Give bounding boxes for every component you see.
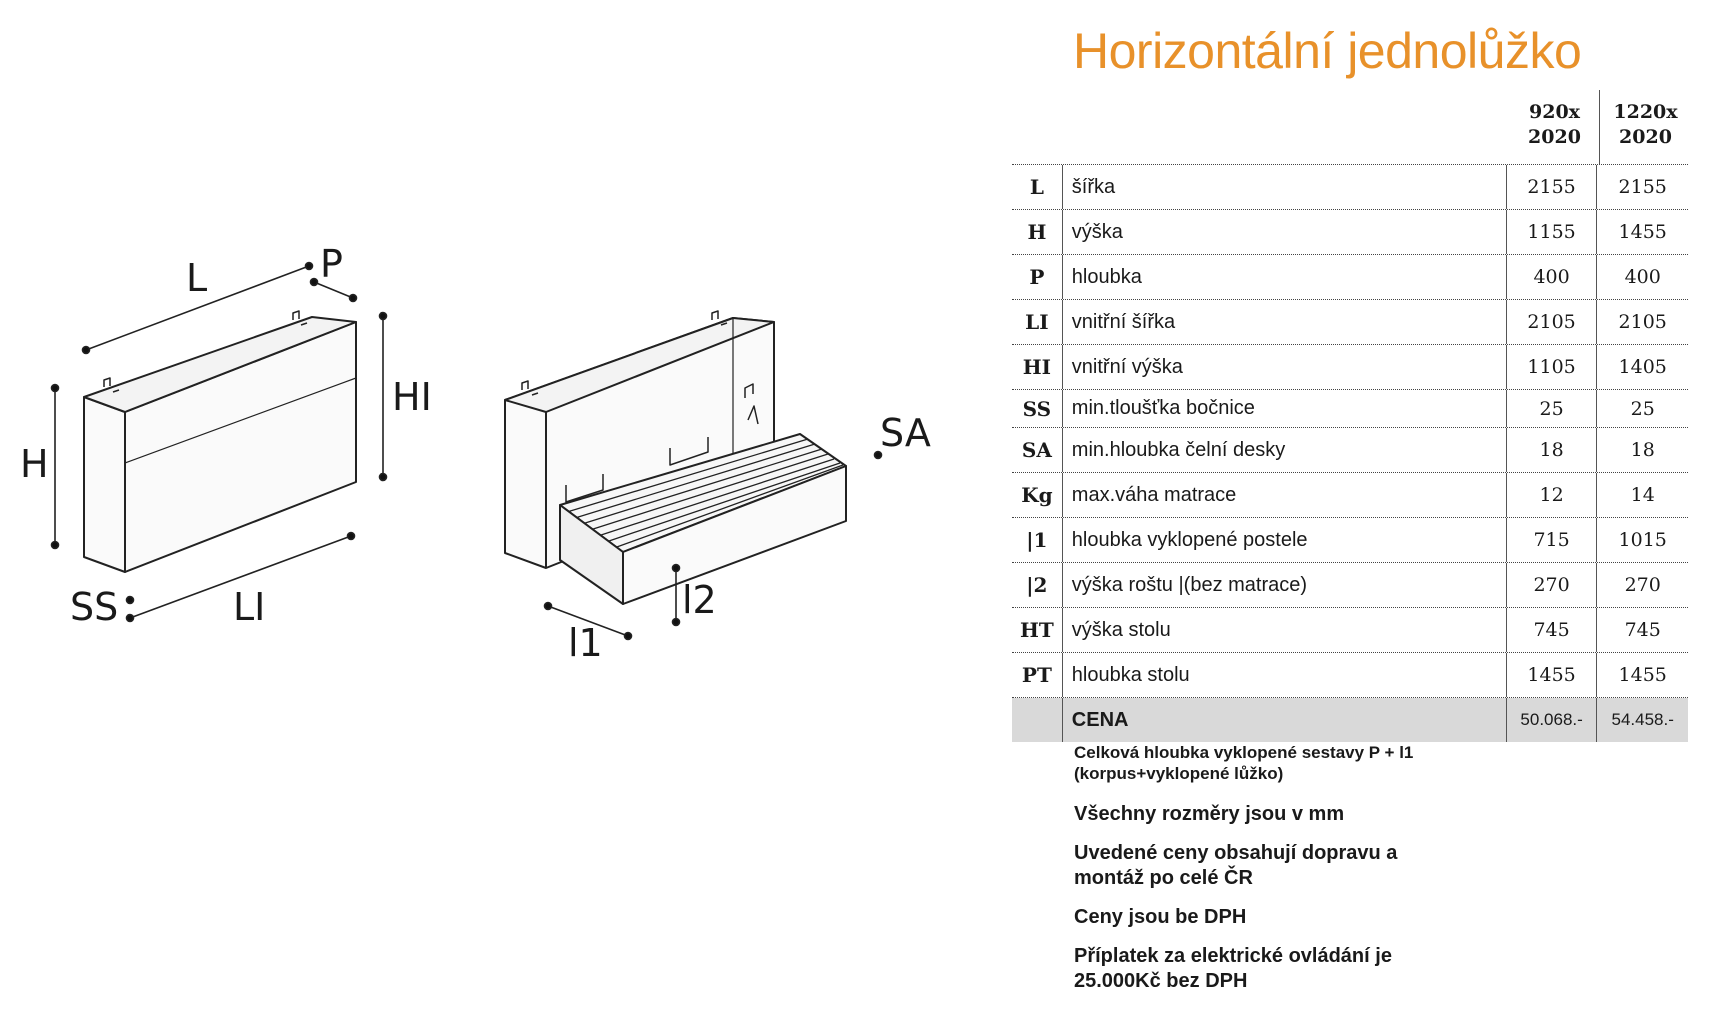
table-row [1012, 300, 1688, 345]
row-value-920: 2155 [1507, 165, 1598, 209]
total-depth-note [1074, 742, 1474, 784]
row-value-1220: 400 [1624, 266, 1661, 288]
row-code: Kg [1012, 473, 1063, 517]
row-value-920: 270 [1507, 563, 1598, 607]
column-header-1220 [1600, 100, 1691, 150]
table-row [1012, 563, 1688, 608]
label-HI: HI [392, 375, 432, 419]
column-header-920 [1509, 100, 1600, 150]
dimensions-table [1012, 90, 1688, 742]
row-label: výška [1063, 210, 1507, 254]
column-header-920-line1: 920x [1529, 101, 1580, 123]
row-value-920: 745 [1507, 608, 1598, 652]
total-depth-note-line2: (korpus+vyklopené lůžko) [1074, 764, 1284, 783]
electric-control-note: Příplatek za elektrické ovládání je 25.000Kč bez DPH [1074, 945, 1392, 992]
row-code: |2 [1012, 563, 1063, 607]
row-value-1220: 1455 [1618, 664, 1667, 686]
table-row [1012, 653, 1688, 698]
row-code: H [1012, 210, 1063, 254]
label-LI: LI [233, 585, 266, 629]
row-value-920: 400 [1507, 255, 1598, 299]
price-row [1012, 698, 1688, 742]
price-code [1012, 698, 1063, 742]
row-label: min.tloušťka bočnice [1063, 390, 1507, 427]
row-code: PT [1012, 653, 1063, 697]
row-value-1220: 270 [1624, 574, 1661, 596]
row-label: min.hloubka čelní desky [1063, 428, 1507, 472]
price-label: CENA [1063, 698, 1507, 742]
notes-section [1074, 742, 1474, 1008]
row-code: LI [1012, 300, 1063, 344]
row-value-1220: 25 [1630, 397, 1655, 420]
row-value-1220: 1455 [1618, 221, 1667, 243]
column-header-1220-line1: 1220x [1613, 101, 1678, 123]
units-note: Všechny rozměry jsou v mm [1074, 803, 1345, 825]
label-H: H [20, 442, 49, 486]
row-label: vnitřní výška [1063, 345, 1507, 389]
closed-cabinet-drawing [84, 311, 356, 572]
row-label: hloubka [1063, 255, 1507, 299]
table-row [1012, 390, 1688, 428]
table-row [1012, 518, 1688, 563]
label-P: P [320, 242, 343, 286]
row-code: |1 [1012, 518, 1063, 562]
row-label: šířka [1063, 165, 1507, 209]
technical-drawings [0, 0, 960, 700]
row-value-920: 1155 [1507, 210, 1598, 254]
table-row [1012, 608, 1688, 653]
row-value-920: 18 [1507, 428, 1598, 472]
total-depth-note-line1: Celková hloubka vyklopené sestavy P + l1 [1074, 743, 1414, 762]
row-value-1220: 1015 [1618, 529, 1667, 551]
table-row [1012, 165, 1688, 210]
open-bed-drawing [505, 311, 846, 604]
row-value-1220: 14 [1630, 484, 1655, 506]
row-code: HT [1012, 608, 1063, 652]
row-label: výška roštu |(bez matrace) [1063, 563, 1507, 607]
column-header-1220-line2: 2020 [1619, 126, 1672, 148]
label-L: L [186, 256, 208, 300]
table-row [1012, 345, 1688, 390]
row-code: SA [1012, 428, 1063, 472]
label-SA: SA [880, 411, 931, 455]
label-SS: SS [70, 585, 119, 629]
row-code: L [1012, 165, 1063, 209]
row-value-1220: 745 [1624, 619, 1661, 641]
price-value-1220: 54.458.- [1611, 710, 1674, 729]
column-header-920-line2: 2020 [1528, 126, 1581, 148]
price-value-920: 50.068.- [1507, 698, 1598, 742]
row-value-920: 12 [1507, 473, 1598, 517]
row-label: max.váha matrace [1063, 473, 1507, 517]
row-code: P [1012, 255, 1063, 299]
row-value-1220: 2155 [1618, 176, 1667, 198]
table-row [1012, 210, 1688, 255]
row-value-1220: 18 [1630, 439, 1655, 461]
label-l1: l1 [568, 621, 603, 665]
row-code: SS [1012, 390, 1063, 427]
row-value-920: 2105 [1507, 300, 1598, 344]
label-l2: l2 [682, 578, 717, 622]
row-label: vnitřní šířka [1063, 300, 1507, 344]
row-value-920: 1105 [1507, 345, 1598, 389]
table-row [1012, 428, 1688, 473]
row-label: hloubka stolu [1063, 653, 1507, 697]
row-value-920: 715 [1507, 518, 1598, 562]
row-value-920: 25 [1507, 390, 1598, 427]
row-value-920: 1455 [1507, 653, 1598, 697]
row-label: výška stolu [1063, 608, 1507, 652]
row-code: HI [1012, 345, 1063, 389]
row-label: hloubka vyklopené postele [1063, 518, 1507, 562]
table-row [1012, 255, 1688, 300]
vat-note: Ceny jsou be DPH [1074, 906, 1247, 928]
row-value-1220: 2105 [1618, 311, 1667, 333]
delivery-note: Uvedené ceny obsahují dopravu a montáž po celé ČR [1074, 842, 1398, 889]
table-header [1012, 90, 1688, 164]
row-value-1220: 1405 [1618, 356, 1667, 378]
table-row [1012, 473, 1688, 518]
page-title: Horizontální jednolůžko [1073, 23, 1582, 79]
